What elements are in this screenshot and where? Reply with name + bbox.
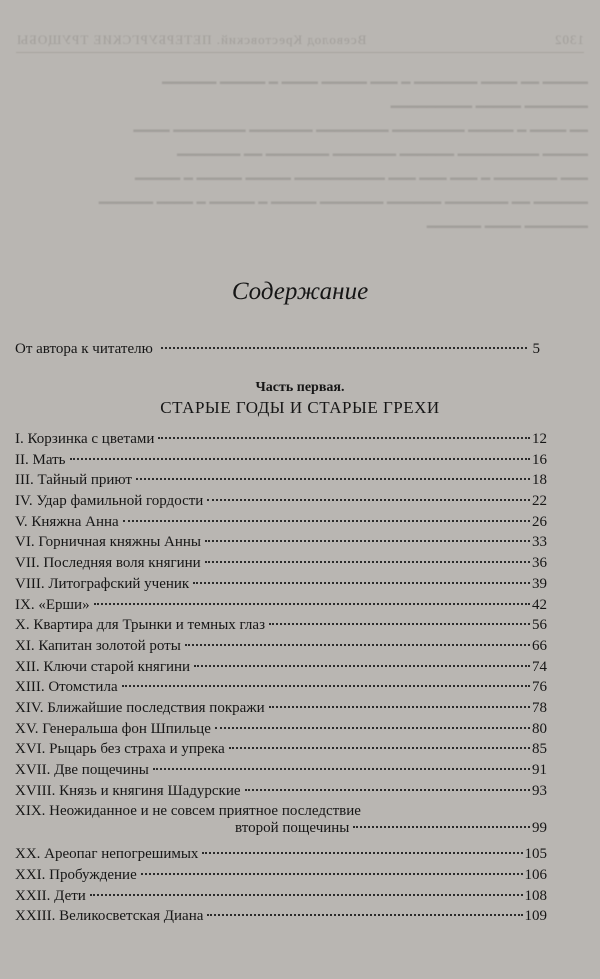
toc-entry[interactable] (15, 576, 547, 597)
dot-leader (205, 561, 530, 563)
faint-running-header (16, 30, 584, 53)
toc-entry-label: От автора к читателю (15, 341, 153, 357)
toc-entry-page: 78 (532, 699, 547, 716)
dot-leader (269, 623, 530, 625)
toc-entry[interactable] (15, 867, 547, 888)
toc-entry[interactable] (15, 741, 547, 762)
dot-leader (245, 789, 531, 791)
dot-leader (122, 685, 530, 687)
toc-entry-label: III. Тайный приют (15, 472, 132, 489)
dot-leader (90, 894, 523, 896)
faint-line: ━━━━━━ ━━ ━━━━━━━ ━━━━━━ ━━━━━━━ ━━━━━ ━ ━━━━━ ━ ━━━━ ━━━━━━ (98, 196, 588, 212)
toc-entry-label: IX. «Ерши» (15, 596, 90, 613)
dot-leader (136, 478, 530, 480)
toc-entry-page: 22 (532, 493, 547, 510)
toc-entry-page: 93 (532, 782, 547, 799)
toc-entry-page: 36 (532, 555, 547, 572)
toc-entry[interactable] (15, 888, 547, 909)
toc-entry-label: XVI. Рыцарь без страха и упрека (15, 741, 225, 758)
toc-entry-label: X. Квартира для Трынки и темных глаз (15, 617, 265, 634)
toc-entry-label: XI. Капитан золотой роты (15, 637, 181, 654)
toc-entry-label: XVII. Две пощечины (15, 762, 149, 778)
dot-leader (215, 727, 530, 729)
toc-entry[interactable] (15, 908, 547, 929)
faint-line: ━━━━━━━ ━━━━ ━━━━━━ (426, 220, 588, 236)
toc-entry-label: XVIII. Князь и княгиня Шадурские (15, 782, 241, 799)
toc-entry-label: V. Княжна Анна (15, 513, 119, 530)
dot-leader (158, 437, 530, 439)
toc-entry-page: 39 (532, 575, 547, 592)
faint-page-number: 1302 (554, 32, 584, 47)
dot-leader (269, 706, 530, 708)
toc-entry[interactable] (15, 762, 547, 783)
toc-entry[interactable] (15, 472, 547, 493)
toc-entry-label: XIII. Отомстила (15, 679, 118, 696)
part-title: СТАРЫЕ ГОДЫ И СТАРЫЕ ГРЕХИ (160, 398, 440, 417)
toc-entry-label: XIX. Неожиданное и не совсем приятное последствие (15, 803, 361, 820)
toc-entry-label: XX. Ареопаг непогрешимых (15, 846, 199, 863)
toc-entry-label: II. Мать (15, 451, 66, 468)
toc-entry-page: 108 (524, 887, 547, 904)
toc-entry-page: 80 (532, 720, 547, 737)
toc-entry-continuation (15, 820, 547, 837)
toc-entry-page: 105 (524, 846, 547, 863)
dot-leader (353, 826, 530, 828)
toc-entry-page: 76 (532, 679, 547, 696)
dot-leader (202, 852, 522, 854)
chapter-list (15, 431, 547, 929)
dot-leader (205, 540, 530, 542)
toc-entry[interactable] (15, 783, 547, 804)
dot-leader (207, 914, 522, 916)
toc-entry-label: IV. Удар фамильной гордости (15, 493, 204, 510)
dot-leader (94, 603, 530, 605)
toc-entry[interactable] (15, 555, 547, 576)
toc-entry-page: 74 (532, 658, 547, 675)
toc-entry[interactable] (15, 846, 547, 867)
dot-leader (193, 582, 530, 584)
toc-entry-page: 16 (532, 451, 547, 468)
dot-leader (123, 520, 530, 522)
toc-entry-page: 91 (532, 762, 547, 778)
dot-leader (141, 873, 523, 875)
toc-entry-label: VI. Горничная княжны Анны (15, 534, 202, 551)
toc-entry-label: VII. Последняя воля княгини (15, 555, 201, 572)
toc-entry-label: I. Корзинка с цветами (15, 431, 155, 447)
toc-entry-label: VIII. Литографский ученик (15, 575, 190, 592)
toc-entry-label-line2: второй пощечины (235, 820, 350, 837)
toc-entry-page: 99 (532, 820, 547, 837)
toc-entry[interactable] (15, 803, 547, 846)
toc-entry[interactable] (15, 534, 547, 555)
toc-entry-page: 12 (532, 431, 547, 447)
toc-entry-label: XXIII. Великосветская Диана (15, 908, 204, 925)
toc-entry-label: XXI. Пробуждение (15, 867, 137, 884)
toc-entry[interactable] (15, 617, 547, 638)
toc-entry-page: 18 (532, 472, 547, 489)
toc-entry[interactable] (15, 679, 547, 700)
toc-entry[interactable] (15, 700, 547, 721)
toc-entry-page: 42 (532, 596, 547, 613)
toc-entry-page: 33 (532, 534, 547, 551)
part-label: Часть первая. (255, 380, 345, 395)
toc-entry[interactable] (15, 659, 547, 680)
faint-running-title: Всеволод Крестовский. ПЕТЕРБУРГСКИЕ ТРУЩОБЫ (16, 32, 367, 47)
dot-leader (185, 644, 530, 646)
toc-entry-label: XXII. Дети (15, 887, 86, 904)
dot-leader (229, 747, 530, 749)
toc-entry-label: XII. Ключи старой княгини (15, 658, 191, 675)
toc-entry-page: 66 (532, 637, 547, 654)
toc-entry[interactable] (15, 431, 547, 452)
faint-line: ━━━━━━━ ━━━━━ ━━━━━━━━━ (390, 100, 588, 116)
dot-leader (161, 347, 527, 349)
faint-line: ━━━━━ ━━━━━━━━━ ━━━━━━ ━━━━━━━ ━━━━━━━ ━━ ━━━━━━━ (177, 148, 588, 164)
toc-entry[interactable] (15, 452, 547, 473)
faint-line: ━━━ ━━━━━━━ ━ ━━━ ━━━ ━━━ ━━━━━━━━━━ ━━━━━ ━━━━━ ━ ━━━━━ (135, 172, 588, 188)
dot-leader (70, 458, 531, 460)
toc-entry-page: 85 (532, 741, 547, 758)
dot-leader (153, 768, 530, 770)
toc-title: Содержание (231, 278, 369, 305)
toc-entry[interactable] (15, 597, 547, 618)
toc-entry[interactable] (15, 638, 547, 659)
faint-line: ━━ ━━━━ ━ ━━━━━ ━━━━━━━━ ━━━━━━━━ ━━━━━━━ ━━━━━━━━ ━━━━ (133, 124, 588, 140)
toc-entry-page: 5 (532, 341, 540, 357)
toc-entry-page: 106 (524, 867, 547, 884)
dot-leader (207, 499, 530, 501)
toc-entry[interactable] (15, 493, 547, 514)
toc-entry[interactable] (15, 721, 547, 742)
bleed-through-text (0, 0, 600, 236)
toc-entry-page: 26 (532, 513, 547, 530)
toc-intro-entry[interactable] (15, 341, 540, 358)
toc-entry-page: 56 (532, 617, 547, 634)
toc-entry-page: 109 (524, 908, 547, 925)
faint-line: ━━━━━ ━━ ━━━━ ━━━━━━━ ━ ━━━ ━━━━━ ━━━━ ━ ━━━━━ ━━━━━━ (162, 76, 588, 92)
toc-entry-label: XIV. Ближайшие последствия покражи (15, 699, 265, 716)
toc-entry[interactable] (15, 514, 547, 535)
dot-leader (194, 665, 530, 667)
toc-entry-label: XV. Генеральша фон Шпильце (15, 720, 211, 737)
